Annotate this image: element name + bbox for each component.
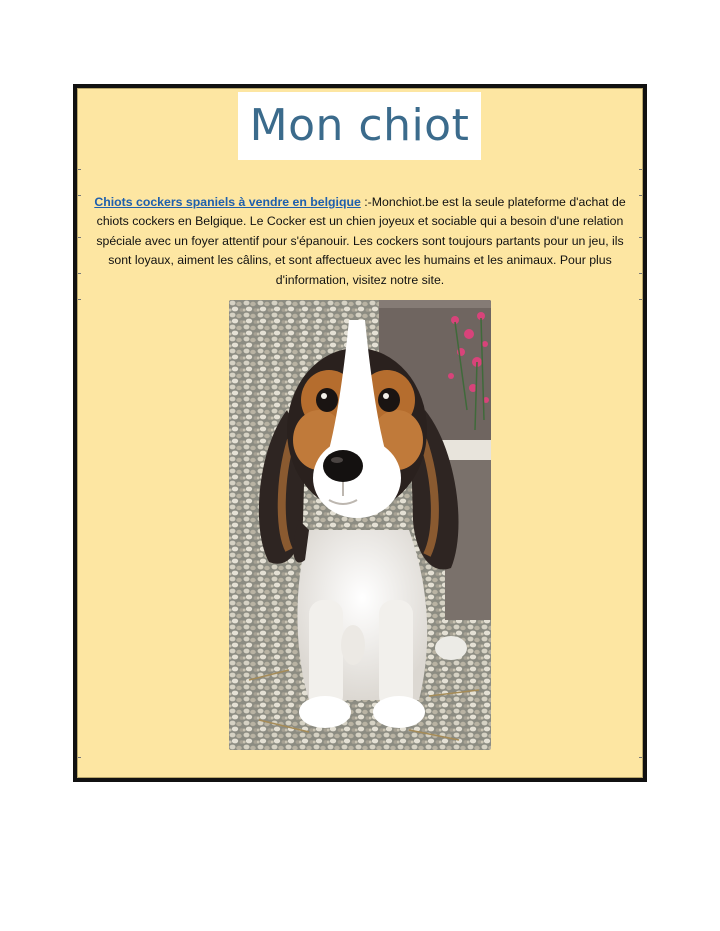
content-panel (77, 88, 643, 778)
puppy-photo-icon (229, 300, 491, 750)
document-frame (73, 84, 647, 782)
cocker-puppies-link[interactable]: Chiots cockers spaniels à vendre en belgique (94, 195, 361, 209)
logo-text: Mon chiot (249, 100, 470, 151)
description-text: :-Monchiot.be est la seule plateforme d'achat de chiots cockers en Belgique. Le Cocker est un chien joyeux et sociable qui a besoin d'une relation spéciale avec un foyer attentif pour s'épanouir. Les cockers sont toujours partants pour un jeu, ils sont loyaux, aiment les câlins, et sont affectueux avec les humains et les animaux. Pour plus d'information, visitez notre site. (96, 195, 626, 287)
description-paragraph (84, 193, 636, 290)
logo (238, 92, 481, 160)
puppy-photo (229, 300, 491, 750)
